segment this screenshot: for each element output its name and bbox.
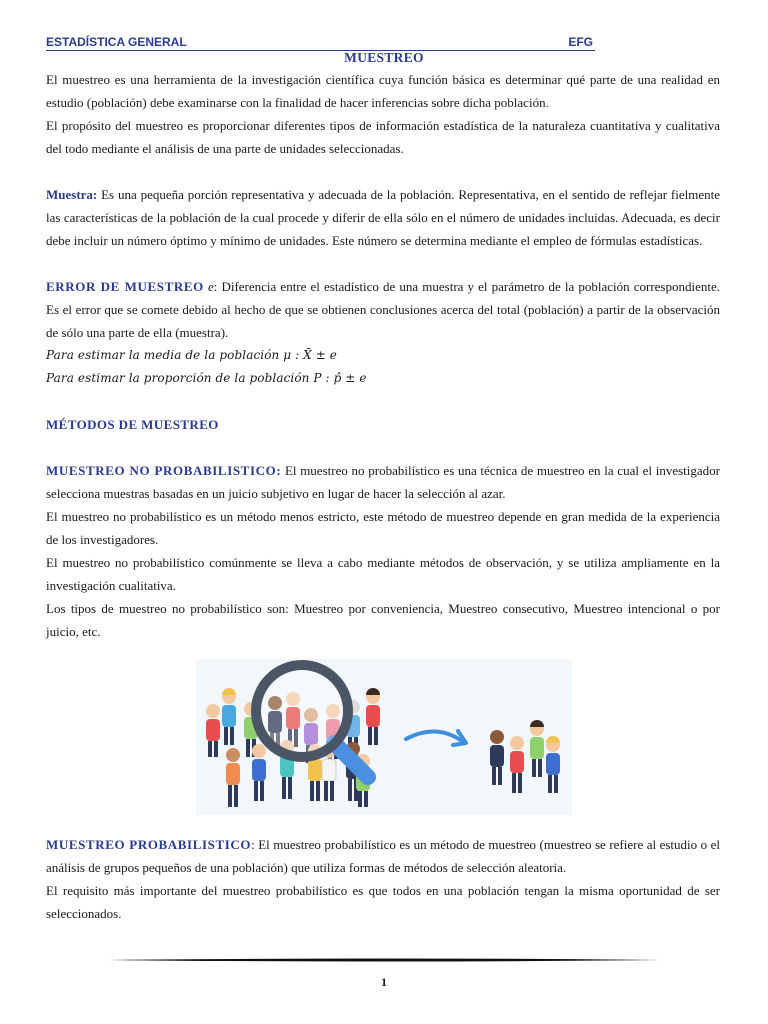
probabilistico-paragraph-2: El requisito más importante del muestreo probabilístico es que todos en una población tengan la misma oportunidad de ser seleccionados.	[46, 883, 720, 921]
page-number: 1	[381, 975, 387, 989]
no-probabilistico-term: MUESTREO NO PROBABILISTICO:	[46, 463, 282, 478]
page-header	[46, 34, 595, 51]
formula-proportion: Para estimar la proporción de la población P : p̂ ± e	[46, 371, 367, 385]
no-probabilistico-paragraph-3: El muestreo no probabilístico comúnmente se lleva a cabo mediante métodos de observación, y se utiliza ampliamente en la investigación cualitativa.	[46, 555, 720, 593]
error-text: : Diferencia entre el estadístico de una muestra y el parámetro de la población correspondiente. Es el error que se comete debido al hecho de que se obtienen conclusiones acerca del total (población) a partir de la observación de sólo una parte de ella (muestra).	[46, 279, 720, 340]
header-initials: EFG	[568, 35, 593, 49]
probabilistico-text: : El muestreo probabilístico es un método de muestreo (muestreo se refiere al estudio o el análisis de grupos pequeños de una población) que utiliza formas de métodos de selección aleatoria.	[46, 837, 720, 875]
no-probabilistico-paragraph-2: El muestreo no probabilístico es un método menos estricto, este método de muestreo depende en gran medida de la experiencia de los investigadores.	[46, 509, 720, 547]
formula-mean: Para estimar la media de la población μ : X̄ ± e	[46, 348, 337, 362]
document-body	[46, 68, 720, 925]
no-probabilistico-text: El muestreo no probabilístico es una técnica de muestreo en la cual el investigador selecciona muestras basadas en un juicio subjetivo en lugar de hacer la selección al azar.	[46, 463, 720, 501]
metodos-heading: MÉTODOS DE MUESTREO	[46, 417, 219, 432]
sampling-illustration	[196, 659, 572, 815]
error-symbol: e	[203, 279, 214, 294]
document-title: MUESTREO	[344, 50, 424, 65]
footer-rule	[108, 958, 661, 962]
probabilistico-term: MUESTREO PROBABILISTICO	[46, 837, 252, 852]
intro-paragraph-1: El muestreo es una herramienta de la investigación científica cuya función básica es determinar qué parte de una realidad en estudio (población) debe examinarse con la finalidad de hacer inferencias sobre dicha población.	[46, 72, 720, 110]
no-probabilistico-paragraph-4: Los tipos de muestreo no probabilístico son: Muestreo por conveniencia, Muestreo consecutivo, Muestreo intencional o por juicio, etc.	[46, 601, 720, 639]
error-definition	[46, 275, 720, 344]
muestra-definition	[46, 183, 720, 252]
header-course-title: ESTADÍSTICA GENERAL	[46, 35, 187, 49]
muestra-text: Es una pequeña porción representativa y adecuada de la población. Representativa, en el sentido de reflejar fielmente las características de la población de la cual procede y diferir de ella sólo en el número de unidades incluidas. Adecuada, es decir debe incluir un número óptimo y mínimo de unidades. Este número se determina mediante el empleo de fórmulas estadísticas.	[46, 187, 720, 248]
error-term: ERROR DE MUESTREO	[46, 279, 204, 294]
probabilistico-definition	[46, 833, 720, 879]
no-probabilistico-definition	[46, 459, 720, 505]
intro-paragraph-2: El propósito del muestreo es proporcionar diferentes tipos de información estadística de la naturaleza cuantitativa y cualitativa del todo mediante el análisis de una parte de unidades seleccionadas.	[46, 118, 720, 156]
muestra-term: Muestra:	[46, 187, 98, 202]
